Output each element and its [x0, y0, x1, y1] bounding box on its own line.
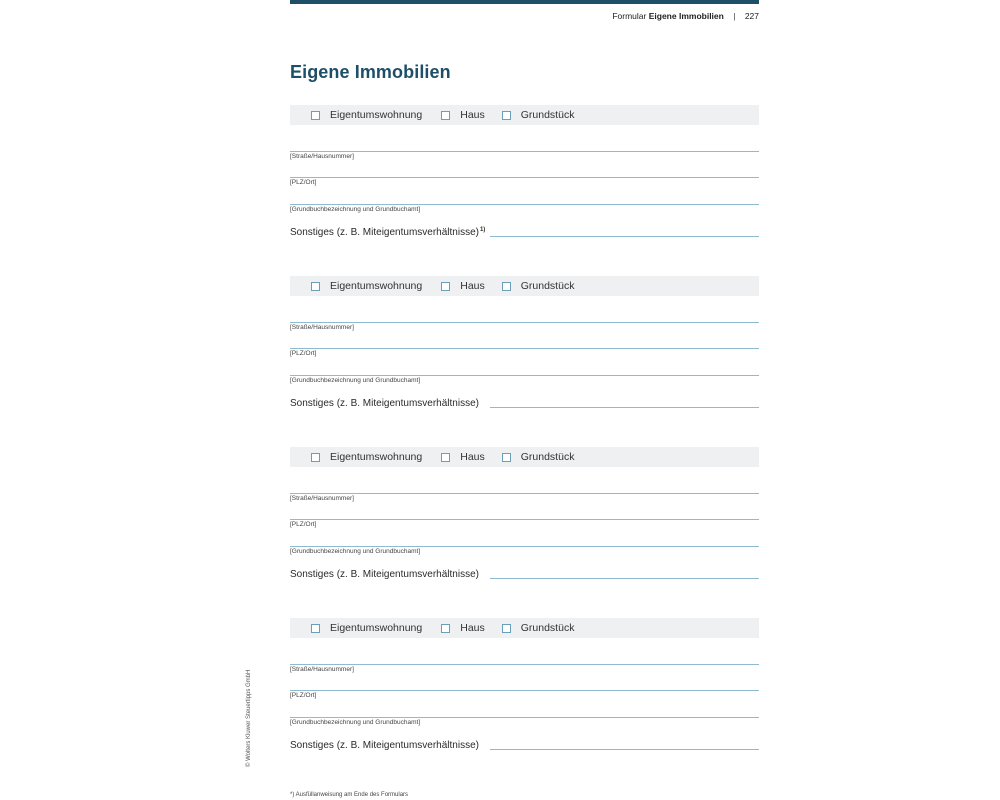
property-block-1 — [290, 105, 759, 245]
checkbox-label: Grundstück — [520, 280, 575, 292]
other-field-line[interactable] — [490, 578, 759, 579]
zip-city-caption: [PLZ/Ort] — [290, 692, 317, 699]
zip-city-field-line[interactable] — [290, 519, 759, 520]
checkbox-house[interactable] — [441, 280, 485, 292]
page-number: 227 — [744, 11, 759, 21]
zip-city-caption: [PLZ/Ort] — [290, 521, 317, 528]
zip-city-caption: [PLZ/Ort] — [290, 179, 317, 186]
zip-city-field-line[interactable] — [290, 177, 759, 178]
checkbox-label: Eigentumswohnung — [330, 451, 423, 463]
footnote-marker: 1) — [479, 227, 486, 233]
property-type-bar — [290, 105, 759, 125]
checkbox-square-icon[interactable] — [502, 453, 511, 462]
checkbox-square-icon[interactable] — [311, 111, 320, 120]
zip-city-field-line[interactable] — [290, 690, 759, 691]
checkbox-label: Eigentumswohnung — [330, 622, 423, 634]
other-label: Sonstiges (z. B. Miteigentumsverhältnisse) — [290, 398, 479, 409]
land-register-field-line[interactable] — [290, 204, 759, 205]
zip-city-caption: [PLZ/Ort] — [290, 350, 317, 357]
checkbox-house[interactable] — [441, 109, 485, 121]
land-register-field-line[interactable] — [290, 546, 759, 547]
checkbox-plot[interactable] — [502, 280, 575, 292]
header-title: Eigene Immobilien — [648, 11, 724, 21]
other-label: Sonstiges (z. B. Miteigentumsverhältnisse) — [290, 569, 479, 580]
property-type-bar — [290, 447, 759, 467]
zip-city-field-line[interactable] — [290, 348, 759, 349]
checkbox-label: Haus — [460, 280, 485, 292]
checkbox-label: Grundstück — [520, 109, 575, 121]
footnote: *) Ausfüllanweisung am Ende des Formulars — [290, 792, 409, 798]
other-field-line[interactable] — [490, 236, 759, 237]
street-field-line[interactable] — [290, 151, 759, 152]
property-block-4 — [290, 618, 759, 758]
land-register-field-line[interactable] — [290, 717, 759, 718]
checkbox-square-icon[interactable] — [502, 282, 511, 291]
copyright-notice: © Wolters Kluwer Steuertipps GmbH — [246, 669, 252, 767]
land-register-caption: [Grundbuchbezeichnung und Grundbuchamt] — [290, 206, 421, 213]
street-field-line[interactable] — [290, 493, 759, 494]
checkbox-apartment[interactable] — [311, 622, 422, 634]
other-label-text: Sonstiges (z. B. Miteigentumsverhältnisse) — [290, 227, 479, 238]
other-field-line[interactable] — [490, 407, 759, 408]
running-header — [290, 11, 759, 21]
street-caption: [Straße/Hausnummer] — [290, 324, 354, 331]
checkbox-plot[interactable] — [502, 622, 575, 634]
checkbox-apartment[interactable] — [311, 451, 422, 463]
checkbox-square-icon[interactable] — [441, 282, 450, 291]
checkbox-square-icon[interactable] — [502, 624, 511, 633]
street-caption: [Straße/Hausnummer] — [290, 153, 354, 160]
other-label — [290, 227, 485, 238]
checkbox-square-icon[interactable] — [311, 282, 320, 291]
property-block-3 — [290, 447, 759, 587]
checkbox-square-icon[interactable] — [502, 111, 511, 120]
checkbox-square-icon[interactable] — [441, 624, 450, 633]
checkbox-square-icon[interactable] — [441, 111, 450, 120]
street-caption: [Straße/Hausnummer] — [290, 495, 354, 502]
checkbox-square-icon[interactable] — [311, 624, 320, 633]
checkbox-house[interactable] — [441, 622, 485, 634]
property-block-2 — [290, 276, 759, 416]
street-caption: [Straße/Hausnummer] — [290, 666, 354, 673]
checkbox-apartment[interactable] — [311, 109, 422, 121]
checkbox-label: Eigentumswohnung — [330, 280, 423, 292]
other-label: Sonstiges (z. B. Miteigentumsverhältnisse) — [290, 740, 479, 751]
land-register-field-line[interactable] — [290, 375, 759, 376]
checkbox-label: Grundstück — [520, 451, 575, 463]
street-field-line[interactable] — [290, 664, 759, 665]
property-type-bar — [290, 618, 759, 638]
land-register-caption: [Grundbuchbezeichnung und Grundbuchamt] — [290, 719, 421, 726]
page-title: Eigene Immobilien — [290, 62, 451, 82]
street-field-line[interactable] — [290, 322, 759, 323]
checkbox-label: Haus — [460, 622, 485, 634]
checkbox-plot[interactable] — [502, 451, 575, 463]
checkbox-label: Haus — [460, 451, 485, 463]
checkbox-apartment[interactable] — [311, 280, 422, 292]
checkbox-label: Eigentumswohnung — [330, 109, 423, 121]
checkbox-label: Grundstück — [520, 622, 575, 634]
checkbox-house[interactable] — [441, 451, 485, 463]
checkbox-square-icon[interactable] — [311, 453, 320, 462]
checkbox-square-icon[interactable] — [441, 453, 450, 462]
header-separator: | — [733, 11, 736, 21]
top-rule — [290, 0, 759, 4]
land-register-caption: [Grundbuchbezeichnung und Grundbuchamt] — [290, 377, 421, 384]
checkbox-label: Haus — [460, 109, 485, 121]
checkbox-plot[interactable] — [502, 109, 575, 121]
property-type-bar — [290, 276, 759, 296]
other-field-line[interactable] — [490, 749, 759, 750]
header-prefix: Formular — [612, 11, 647, 21]
land-register-caption: [Grundbuchbezeichnung und Grundbuchamt] — [290, 548, 421, 555]
